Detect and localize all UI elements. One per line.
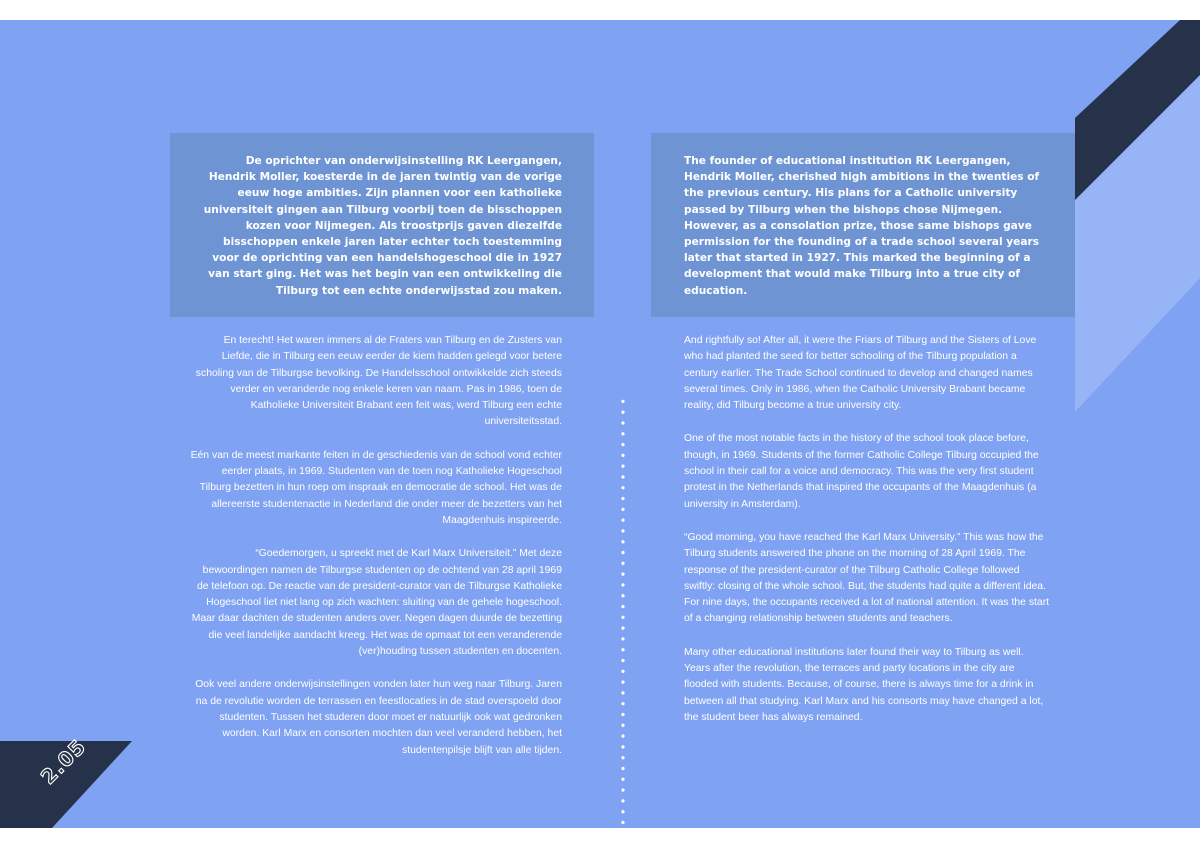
paragraph: One of the most notable facts in the history of the school took place before, though, in 1969. Students of the former Catholic College Tilburg occupied the school in their call for a voice and democracy. This was the very first student protest in the Netherlands that inspired the occupants of the Maagdenhuis (a university in Amsterdam). — [684, 433, 1039, 510]
page-number: 2.05 — [36, 734, 91, 789]
paragraph: “Good morning, you have reached the Karl Marx University.” This was how the Tilburg students answered the phone on the morning of 28 April 1969. The response of the president-curator of the Tilburg Catholic College followed swiftly: closing of the whole school. But, the students had quite a different idea. For nine days, the occupants received a lot of national attention. It was the start of a changing relationship between students and teachers. — [684, 531, 1050, 625]
paragraph: Many other educational institutions later found their way to Tilburg as well. Years after the revolution, the terraces and party locations in the city are flooded with students. Because, of course, there is always time for a drink in between all that studying. Karl Marx and his consorts may have changed a lot, the student beer has always remained. — [684, 646, 1044, 723]
paragraph: Eén van de meest markante feiten in de geschiedenis van de school vond echter eerder plaats, in 1969. Studenten van de toen nog Katholieke Hogeschool Tilburg bezetten in hun roep om inspraak en democratie de school. Het was de allereerste studentenactie in Nederland die onder meer de bezetters van het Maagdenhuis inspireerde. — [190, 449, 562, 526]
intro-quote-dutch: De oprichter van onderwijsinstelling RK Leergangen, Hendrik Moller, koesterde in de jaren twintig van de vorige eeuw hoge ambities. Zijn plannen voor een katholieke universiteit gingen aan Tilburg voorbij toen de bisschoppen kozen voor Nijmegen. Als troostprijs gaven diezelfde bisschoppen enkele jaren later echter toch toestemming voor de oprichting van een handelshogeschool die in 1927 van start ging. Het was het begin van een ontwikkeling die Tilburg tot een echte onderwijsstad zou maken. — [170, 133, 594, 317]
paragraph: Ook veel andere onderwijsinstellingen vonden later hun weg naar Tilburg. Jaren na de revolutie worden de terrassen en feestlocaties in de stad overspoeld door studenten. Tussen het studeren door moet er natuurlijk ook wat gedronken worden. Karl Marx en consorten mochten dan veel veranderd hebben, het studentenpilsje blijft van alle tijden. — [195, 679, 562, 756]
paragraph: En terecht! Het waren immers al de Fraters van Tilburg en de Zusters van Liefde, die in Tilburg een eeuw eerder de kiem hadden gelegd voor betere scholing van de Tilburgse bevolking. De Handelsschool ontwikkelde zich steeds verder en veranderde nog enkele keren van naam. Pas in 1986, toen de Katholieke Universiteit Brabant een feit was, werd Tilburg een echte universiteitsstad. — [195, 335, 562, 428]
dotted-divider — [621, 396, 625, 828]
paragraph: “Goedemorgen, u spreekt met de Karl Marx Universiteit.” Met deze bewoordingen namen de Tilburgse studenten op de ochtend van 28 april 1969 de telefoon op. De reactie van de president-curator van de Tilburgse Katholieke Hogeschool liet niet lang op zich wachten: sluiting van de gehele hogeschool. Maar daar dachten de studenten anders over. Negen dagen duurde de bezetting die veel landelijke aandacht kreeg. Het was de opmaat tot een veranderende (ver)houding tussen studenten en docenten. — [191, 548, 562, 658]
paragraph: And rightfully so! After all, it were the Friars of Tilburg and the Sisters of Love who had planted the seed for better schooling of the Tilburg population a century earlier. The Trade School continued to develop and changed names several times. Only in 1986, when the Catholic University Brabant became reality, did Tilburg become a true university city. — [684, 335, 1037, 412]
body-text-english — [684, 333, 1050, 743]
intro-quote-english: The founder of educational institution RK Leergangen, Hendrik Moller, cherished high ambitions in the twenties of the previous century. His plans for a Catholic university passed by Tilburg when the bishops chose Nijmegen. However, as a consolation prize, those same bishops gave permission for the founding of a trade school several years later that started in 1927. This marked the beginning of a development that would make Tilburg into a true city of education. — [651, 133, 1075, 317]
page-spread — [0, 20, 1200, 828]
body-text-dutch — [190, 333, 562, 776]
